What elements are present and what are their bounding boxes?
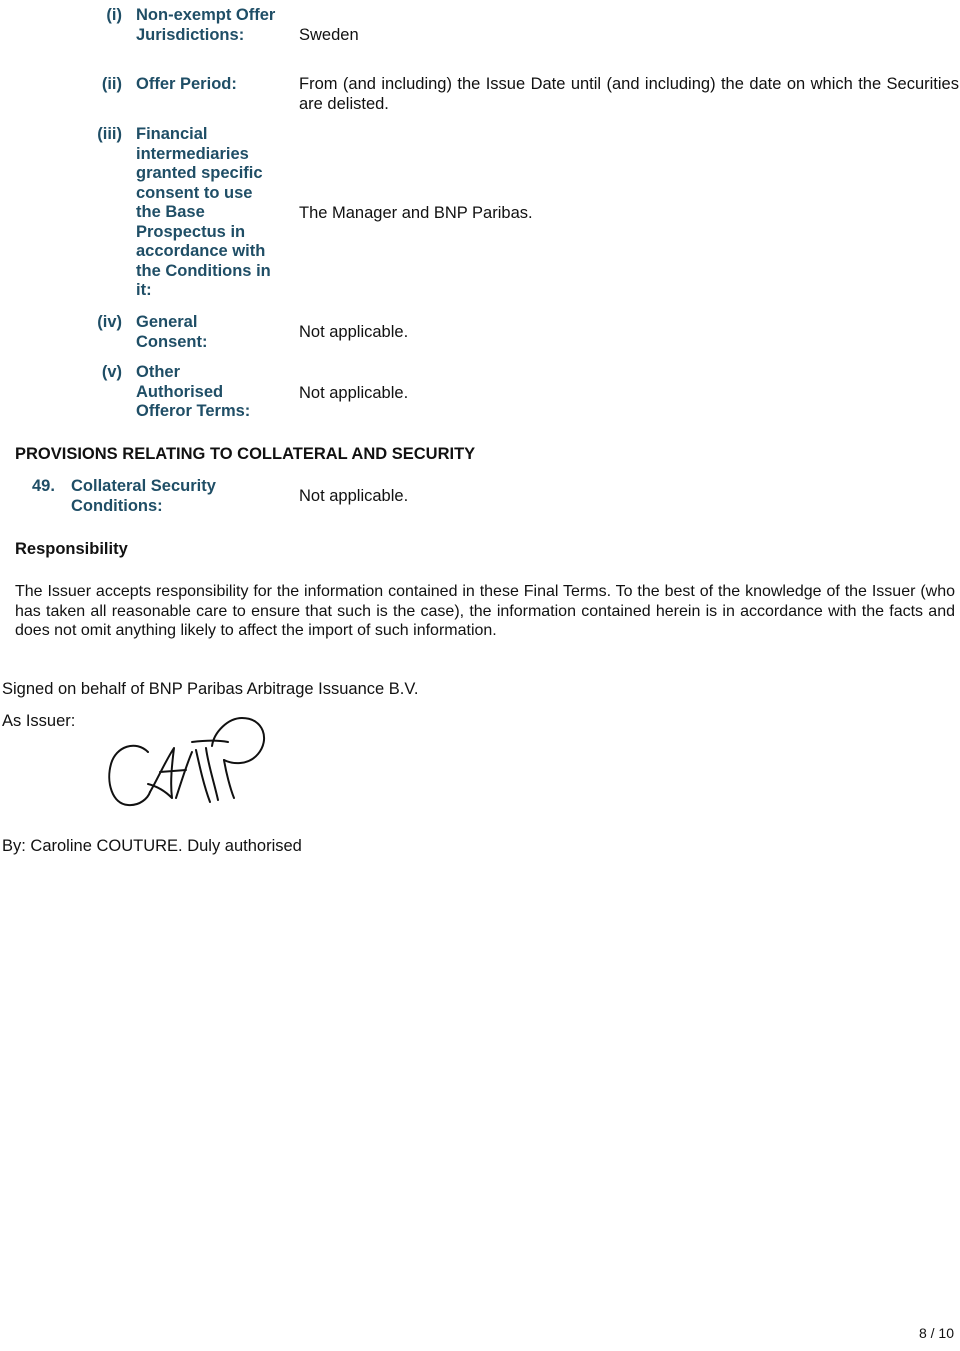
item-value: The Manager and BNP Paribas. <box>299 204 533 222</box>
item-value: Not applicable. <box>299 323 409 341</box>
item-value: Sweden <box>299 26 359 44</box>
responsibility-heading: Responsibility <box>15 540 128 558</box>
item-number: (iv) <box>97 313 122 331</box>
collateral-heading: PROVISIONS RELATING TO COLLATERAL AND SECURITY <box>15 445 476 463</box>
item-number: 49. <box>32 477 55 495</box>
item-label: Other Authorised Offeror Terms: <box>136 363 251 420</box>
item-number: (iii) <box>97 125 122 143</box>
item-value: Not applicable. <box>299 384 409 402</box>
signed-on-behalf: Signed on behalf of BNP Paribas Arbitrage Issuance B.V. <box>2 680 419 698</box>
item-value: Not applicable. <box>299 487 409 505</box>
item-label: Financial intermediaries granted specific consent to use the Base Prospectus in accordance with the Conditions in it: <box>136 125 271 299</box>
item-number: (i) <box>106 6 122 24</box>
responsibility-text: The Issuer accepts responsibility for the information contained in these Final Terms. To the best of the knowledge of the Issuer (who has taken all reasonable care to ensure that such is the case), the information contained herein is in accordance with the facts and does not omit anything likely to affect the import of such information. <box>15 583 955 639</box>
page-number: 8 / 10 <box>918 1325 954 1341</box>
item-number: (v) <box>101 363 122 381</box>
item-label: General Consent: <box>136 313 208 351</box>
handwritten-signature <box>100 712 275 812</box>
item-label: Collateral Security Conditions: <box>71 477 216 515</box>
item-label: Offer Period: <box>136 75 237 93</box>
item-number: (ii) <box>101 75 122 93</box>
as-issuer-label: As Issuer: <box>2 712 76 730</box>
item-value: From (and including) the Issue Date until (and including) the date on which the Securities are delisted. <box>299 75 959 113</box>
signed-by-line: By: Caroline COUTURE. Duly authorised <box>2 837 302 855</box>
item-label: Non-exempt Offer Jurisdictions: <box>136 6 276 44</box>
